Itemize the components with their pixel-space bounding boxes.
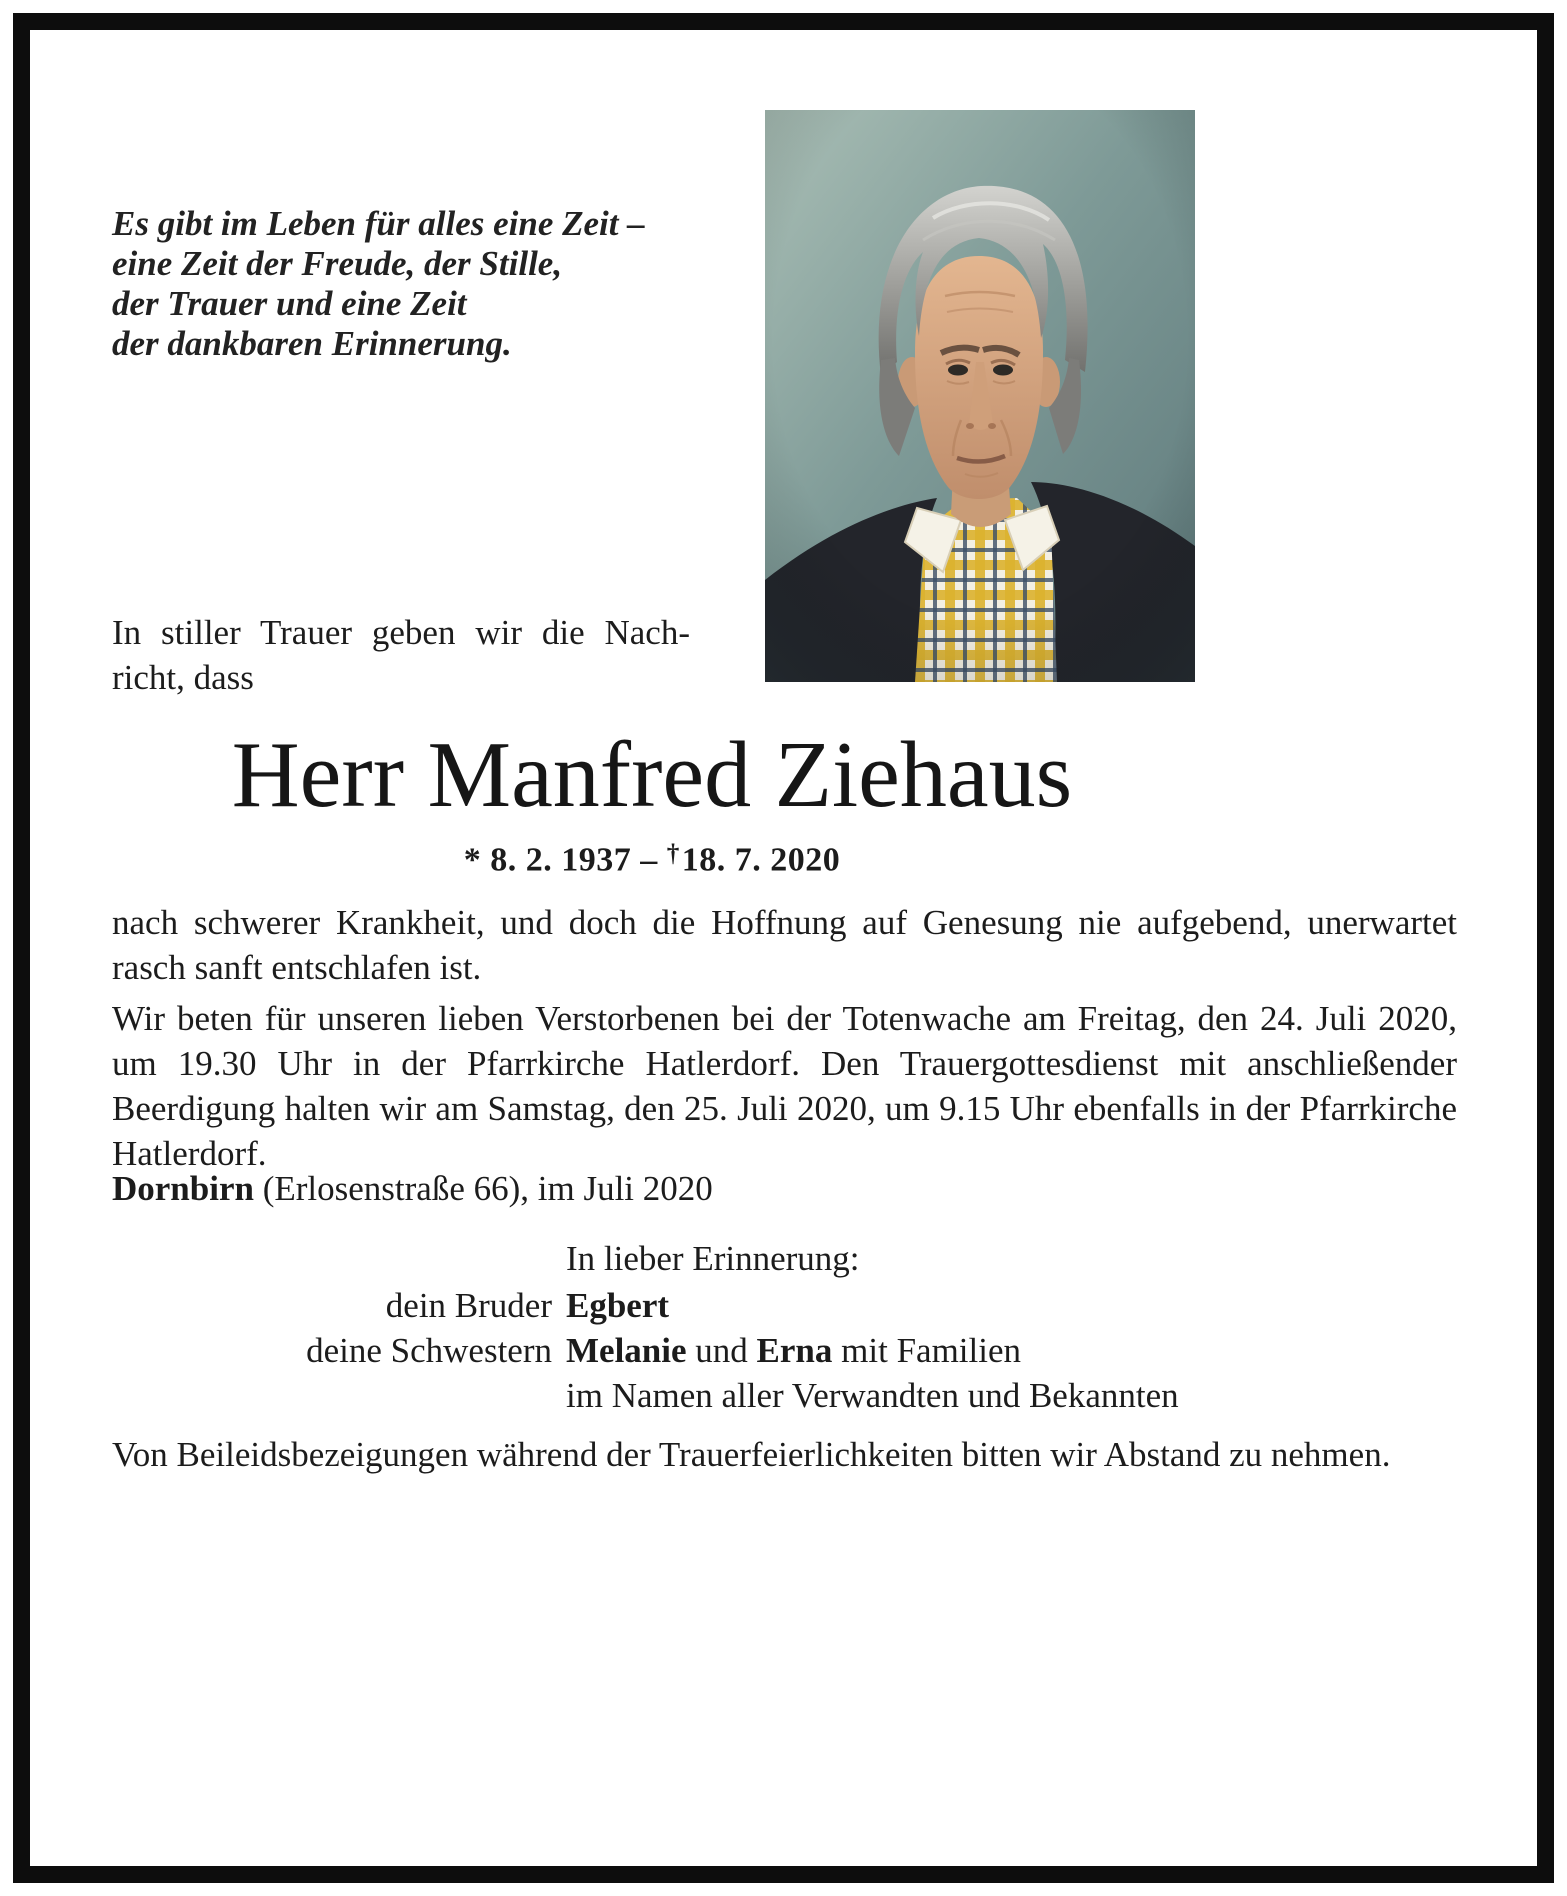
remembrance-block xyxy=(112,1236,1457,1418)
remembrance-spacer xyxy=(112,1236,552,1283)
life-dates xyxy=(112,840,1192,880)
intro-line-2: richt, dass xyxy=(112,658,254,697)
death-cross-symbol: † xyxy=(666,840,680,867)
death-date: 18. 7. 2020 xyxy=(681,841,841,879)
remembrance-closing: im Namen aller Verwandten und Bekannten xyxy=(566,1376,1179,1415)
condolence-note-paragraph: Von Beileidsbezeigungen während der Trauerfeierlichkeiten bitten wir Abstand zu nehmen. xyxy=(112,1435,1391,1474)
sisters-suffix: mit Familien xyxy=(832,1331,1021,1370)
intro-line-1: In stiller Trauer geben wir die Nach- xyxy=(112,613,690,652)
sisters-label: deine Schwestern xyxy=(306,1331,552,1370)
death-circumstances-paragraph: nach schwerer Krankheit, und doch die Hoffnung auf Genesung nie aufgebend, unerwartet rasch sanft entschlafen ist. xyxy=(112,903,1457,987)
quote-line-4: der dankbaren Erinnerung. xyxy=(112,324,512,363)
remembrance-title: In lieber Erinnerung: xyxy=(566,1239,860,1278)
place-rest: (Erlosenstraße 66), im Juli 2020 xyxy=(253,1169,713,1208)
sisters-connector: und xyxy=(686,1331,757,1370)
funeral-services-paragraph: Wir beten für unseren lieben Verstorbenen bei der Totenwache am Freitag, den 24. Juli 2020, um 19.30 Uhr in der Pfarrkirche Hatlerdorf. Den Trauergottesdienst mit anschließender Beerdigung halten wir am Samstag, den 25. Juli 2020, um 9.15 Uhr ebenfalls in der Pfarrkirche Hatlerdorf. xyxy=(112,999,1457,1173)
memorial-quote xyxy=(112,204,645,364)
quote-line-3: der Trauer und eine Zeit xyxy=(112,284,467,323)
brother-label: dein Bruder xyxy=(385,1286,552,1325)
place-name: Dornbirn xyxy=(112,1169,254,1208)
birth-date: * 8. 2. 1937 xyxy=(463,841,632,879)
quote-line-1: Es gibt im Leben für alles eine Zeit – xyxy=(112,204,645,243)
deceased-name: Herr Manfred Ziehaus xyxy=(231,723,1073,827)
brother-name: Egbert xyxy=(566,1286,670,1325)
quote-line-2: eine Zeit der Freude, der Stille, xyxy=(112,244,563,283)
place-date-line xyxy=(112,1166,713,1211)
sisters-line xyxy=(566,1328,1457,1373)
sister-name-2: Erna xyxy=(756,1331,833,1370)
brother-line xyxy=(566,1283,1457,1328)
sister-name-1: Melanie xyxy=(566,1331,687,1370)
remembrance-spacer xyxy=(112,1373,552,1418)
intro-text xyxy=(112,610,690,700)
portrait-photo xyxy=(765,110,1195,682)
dates-separator: – xyxy=(640,841,658,879)
